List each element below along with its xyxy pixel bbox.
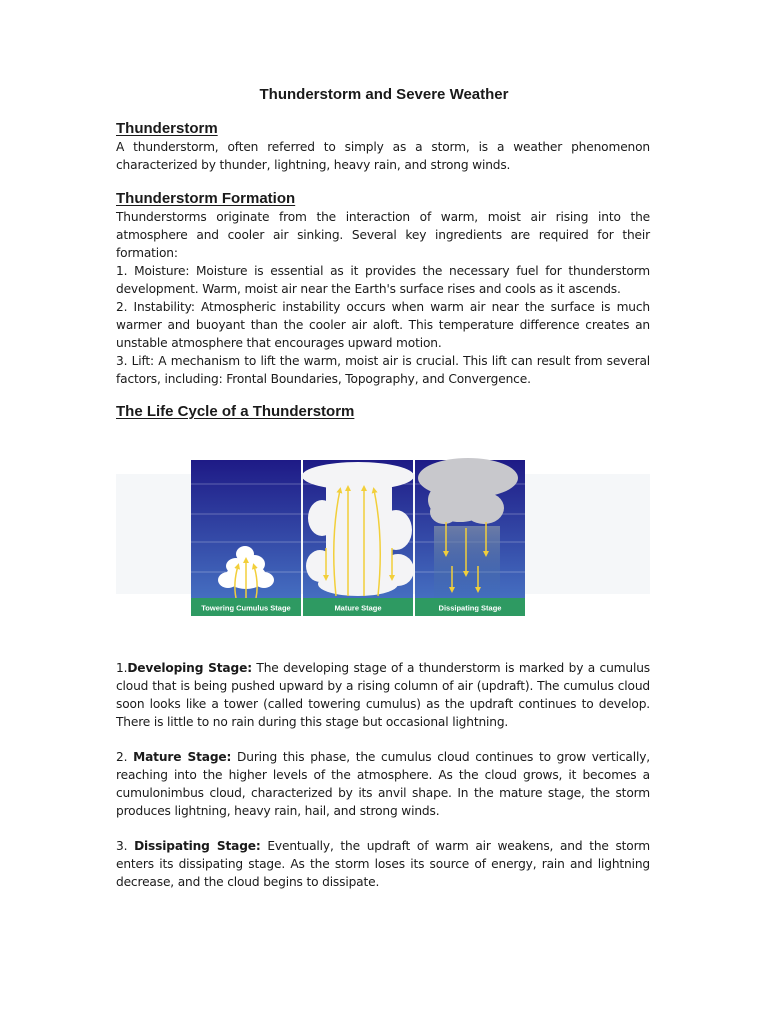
- stage-developing-name: Developing Stage:: [127, 661, 252, 675]
- section-heading-thunderstorm: Thunderstorm: [116, 120, 218, 137]
- stage-developing-number: 1.: [116, 661, 128, 675]
- panel-dissipating: [415, 458, 525, 616]
- page-title: Thunderstorm and Severe Weather: [259, 86, 509, 103]
- stage-mature-paragraph: [116, 748, 650, 820]
- formation-item-lift: 3. Lift: A mechanism to lift the warm, moist air is crucial. This lift can result from several factors, including: Frontal Boundaries, Topography, and Convergence.: [116, 354, 650, 386]
- caption-mature: Mature Stage: [334, 603, 382, 613]
- stage-dissipating-text: Eventually, the updraft of warm air weakens, and the storm enters its dissipating stage. As the storm loses its source of energy, rain and lightning decrease, and the cloud begins to dissipate.: [116, 839, 650, 889]
- thunderstorm-definition: A thunderstorm, often referred to simply as a storm, is a weather phenomenon characterized by thunder, lightning, heavy rain, and strong winds.: [116, 140, 650, 172]
- section-heading-formation: Thunderstorm Formation: [116, 190, 296, 207]
- formation-intro: [116, 208, 650, 388]
- caption-dissipating: Dissipating Stage: [438, 603, 502, 613]
- stage-developing-text: The developing stage of a thunderstorm is marked by a cumulus cloud that is being pushed upward by a rising column of air (updraft). The cumulus cloud soon looks like a tower (called towering cumulus) as the updraft continues to develop. There is little to no rain during this stage but occasional lightning.: [116, 661, 650, 729]
- stage-mature-text: During this phase, the cumulus cloud continues to grow vertically, reaching into the higher levels of the atmosphere. As the cloud grows, it becomes a cumulonimbus cloud, characterized by its anvil shape. In the mature stage, the storm produces lightning, heavy rain, hail, and strong winds.: [116, 750, 650, 818]
- panel-mature: [302, 460, 414, 616]
- formation-item-moisture: 1. Moisture: Moisture is essential as it provides the necessary fuel for thunderstorm development. Warm, moist air near the Earth's surface rises and cools as it ascends.: [116, 264, 650, 296]
- stage-mature-name: Mature Stage:: [133, 750, 232, 764]
- stage-developing-paragraph: [116, 659, 650, 731]
- panel-towering-cumulus: [191, 460, 301, 616]
- section-heading-life-cycle: The Life Cycle of a Thunderstorm: [116, 403, 355, 420]
- formation-item-instability: 2. Instability: Atmospheric instability occurs when warm air near the surface is much warmer and buoyant than the cooler air aloft. This temperature difference creates an unstable atmosphere that encourages upward motion.: [116, 300, 650, 350]
- stage-dissipating-name: Dissipating Stage:: [134, 839, 261, 853]
- stage-mature-number: 2.: [116, 750, 134, 764]
- formation-intro-text: Thunderstorms originate from the interaction of warm, moist air rising into the atmosphere and cooler air sinking. Several key ingredients are required for their formation:: [116, 210, 650, 260]
- stage-dissipating-number: 3.: [116, 839, 135, 853]
- life-cycle-illustration: [116, 448, 650, 626]
- caption-towering-cumulus: Towering Cumulus Stage: [201, 603, 291, 613]
- life-cycle-figure: [116, 448, 650, 626]
- stage-dissipating-paragraph: [116, 837, 650, 891]
